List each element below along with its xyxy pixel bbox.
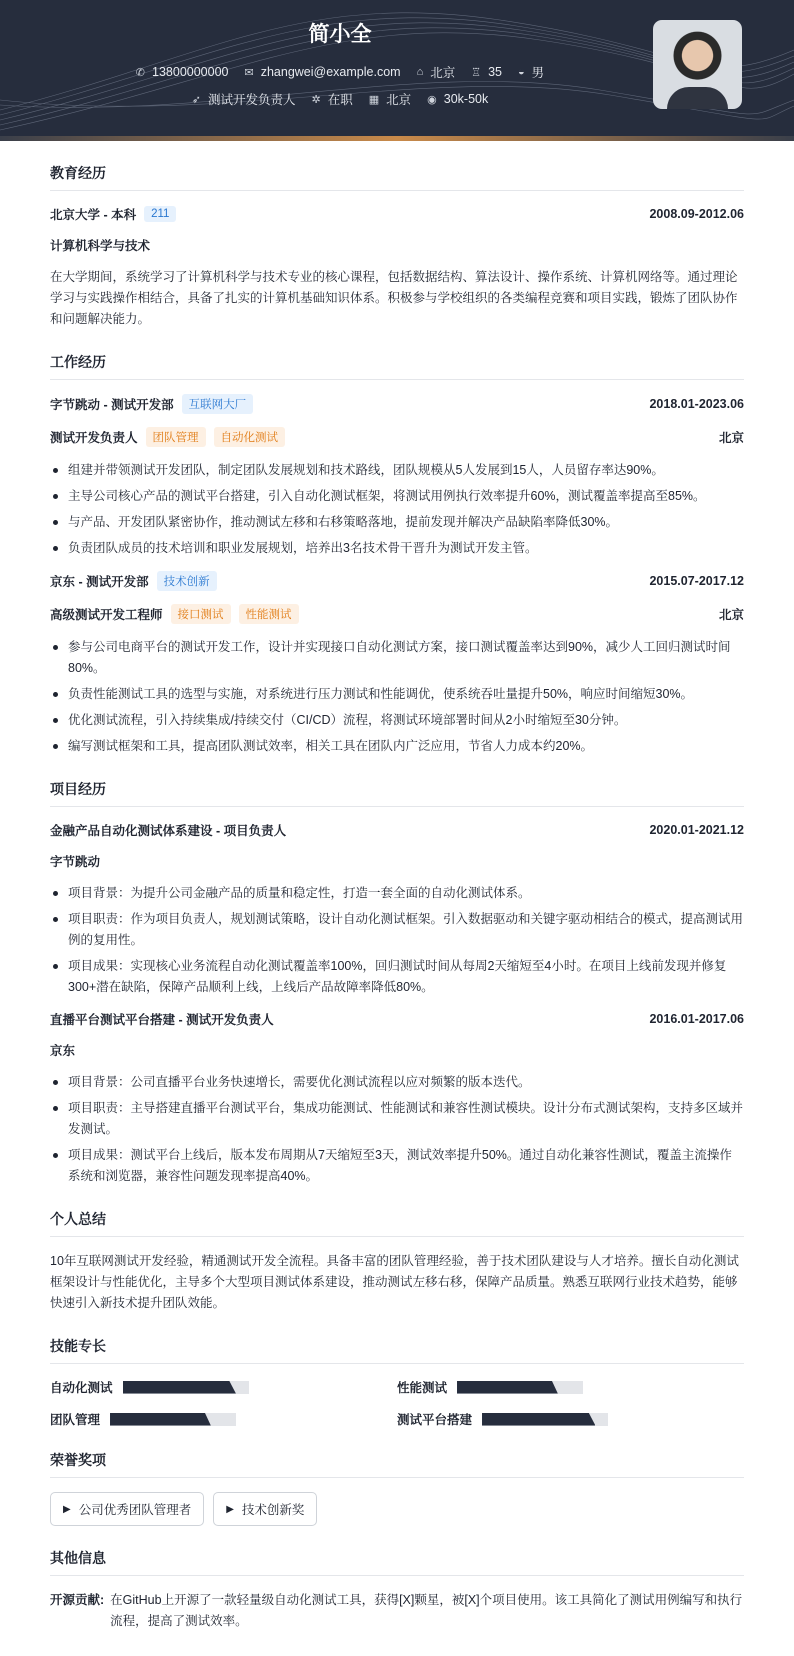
skill-bar [482, 1413, 608, 1426]
award-name: 技术创新奖 [241, 1503, 305, 1517]
skill-bar [123, 1381, 249, 1394]
project-title: 直播平台测试平台搭建 - 测试开发负责人 [50, 1013, 274, 1027]
other-text: 在GitHub上开源了一款轻量级自动化测试工具，获得[X]颗星，被[X]个项目使用。该工具简化了测试用例编写和执行流程，提高了测试效率。 [110, 1593, 743, 1628]
work-entry [50, 394, 744, 559]
status: 在职 [327, 93, 353, 107]
status-icon: ✲ [311, 93, 321, 106]
list-item: 项目职责：作为项目负责人，规划测试策略，设计自动化测试框架。引入数据驱动和关键字驱动相结合的模式，提高测试用例的复用性。 [50, 909, 744, 951]
work-date: 2015.07-2017.12 [649, 574, 744, 588]
cake-icon: ♖ [471, 66, 482, 79]
mail-icon: ✉ [244, 66, 254, 79]
skill-bar-fill [482, 1413, 595, 1426]
section-title-education: 教育经历 [50, 163, 744, 191]
building-icon: ▦ [368, 93, 380, 106]
award-item [50, 1492, 204, 1526]
candidate-name: 简小全 [308, 23, 372, 46]
work-date: 2018.01-2023.06 [649, 397, 744, 411]
list-item: 编写测试框架和工具，提高团队测试效率，相关工具在团队内广泛应用，节省人力成本约20%。 [50, 736, 744, 757]
project-entry [50, 1010, 744, 1187]
list-item: 项目成果：测试平台上线后，版本发布周期从7天缩短至3天，测试效率提升50%。通过自动化兼容性测试，覆盖主流操作系统和浏览器，兼容性问题发现率提高40%。 [50, 1145, 744, 1187]
avatar [653, 20, 742, 109]
work-city: 北京 [718, 608, 744, 622]
company: 字节跳动 - 测试开发部 [50, 398, 174, 412]
skill-item [50, 1410, 397, 1428]
role-tag: 接口测试 [171, 604, 231, 624]
role: 测试开发负责人 [50, 431, 138, 445]
section-title-summary: 个人总结 [50, 1209, 744, 1237]
section-title-skills: 技能专长 [50, 1336, 744, 1364]
award-name: 公司优秀团队管理者 [78, 1503, 192, 1517]
salary: 30k-50k [443, 92, 489, 106]
school-tag: 211 [144, 206, 176, 222]
skill-bar-fill [110, 1413, 211, 1426]
accent-bar [0, 136, 794, 141]
skill-bar-fill [457, 1381, 558, 1394]
work-entry [50, 571, 744, 757]
skill-name: 性能测试 [397, 1381, 448, 1395]
other-info [50, 1590, 744, 1632]
work-city: 北京 [718, 431, 744, 445]
project-entry [50, 821, 744, 998]
section-title-other: 其他信息 [50, 1548, 744, 1576]
skill-name: 测试平台搭建 [397, 1413, 473, 1427]
company: 京东 - 测试开发部 [50, 575, 149, 589]
edu-description: 在大学期间，系统学习了计算机科学与技术专业的核心课程，包括数据结构、算法设计、操作系统、计算机网络等。通过理论学习与实践操作相结合，具备了扎实的计算机基础知识体系。积极参与学校组织的各类编程竞赛和项目实践，锻炼了团队协作和问题解决能力。 [50, 270, 738, 326]
award-item [213, 1492, 317, 1526]
send-icon: ➶ [191, 93, 201, 106]
role-tag: 性能测试 [239, 604, 299, 624]
list-item: 负责性能测试工具的选型与实施，对系统进行压力测试和性能调优，使系统吞吐量提升50%，响应时间缩短30%。 [50, 684, 744, 705]
school: 北京大学 - 本科 [50, 208, 137, 222]
major: 计算机科学与技术 [50, 239, 151, 253]
skill-bar [457, 1381, 583, 1394]
project-date: 2020.01-2021.12 [649, 823, 744, 837]
list-item: 负责团队成员的技术培训和职业发展规划，培养出3名技术骨干晋升为测试开发主管。 [50, 538, 744, 559]
summary-text: 10年互联网测试开发经验，精通测试开发全流程。具备丰富的团队管理经验，善于技术团队建设与人才培养。擅长自动化测试框架设计与性能优化，主导多个大型项目测试体系建设，推动测试左移右移，保障产品质量。熟悉互联网行业技术趋势，能够快速引入新技术提升团队效能。 [50, 1254, 739, 1310]
edu-date: 2008.09-2012.06 [649, 207, 744, 221]
email: zhangwei@example.com [260, 65, 401, 79]
city: 北京 [386, 93, 412, 107]
section-title-awards: 荣誉奖项 [50, 1450, 744, 1478]
age: 35 [488, 65, 503, 79]
skill-item [397, 1378, 744, 1396]
gender-icon: ◒ [518, 66, 525, 78]
salary-icon: ◉ [427, 93, 437, 106]
skill-bar [110, 1413, 236, 1426]
phone: 13800000000 [152, 65, 229, 79]
list-item: 主导公司核心产品的测试平台搭建，引入自动化测试框架，将测试用例执行效率提升60%，测试覆盖率提高至85%。 [50, 486, 744, 507]
project-date: 2016.01-2017.06 [649, 1012, 744, 1026]
list-item: 优化测试流程，引入持续集成/持续交付（CI/CD）流程，将测试环境部署时间从2小时缩短至30分钟。 [50, 710, 744, 731]
list-item: 项目背景：为提升公司金融产品的质量和稳定性，打造一套全面的自动化测试体系。 [50, 883, 744, 904]
other-label: 开源贡献: [50, 1593, 105, 1607]
role: 高级测试开发工程师 [50, 608, 163, 622]
role-tag: 团队管理 [146, 427, 206, 447]
triangle-icon: ▶ [63, 1503, 71, 1515]
list-item: 项目成果：实现核心业务流程自动化测试覆盖率100%，回归测试时间从每周2天缩短至4小时。在项目上线前发现并修复300+潜在缺陷，保障产品顺利上线，上线后产品故障率降低80%。 [50, 956, 744, 998]
position: 测试开发负责人 [207, 93, 296, 107]
list-item: 与产品、开发团队紧密协作，推动测试左移和右移策略落地，提前发现并解决产品缺陷率降低30%。 [50, 512, 744, 533]
list-item: 组建并带领测试开发团队，制定团队发展规划和技术路线，团队规模从5人发展到15人，人员留存率达90%。 [50, 460, 744, 481]
list-item: 项目职责：主导搭建直播平台测试平台，集成功能测试、性能测试和兼容性测试模块。设计分布式测试架构，支持多区域并发测试。 [50, 1098, 744, 1140]
skill-bar-fill [123, 1381, 236, 1394]
skill-name: 自动化测试 [50, 1381, 113, 1395]
triangle-icon: ▶ [226, 1503, 234, 1515]
resume-header [0, 0, 794, 141]
role-tag: 自动化测试 [214, 427, 286, 447]
skill-item [50, 1378, 397, 1396]
company-tag: 技术创新 [157, 571, 217, 591]
gender: 男 [531, 66, 545, 80]
section-title-projects: 项目经历 [50, 779, 744, 807]
skill-name: 团队管理 [50, 1413, 101, 1427]
section-title-work: 工作经历 [50, 352, 744, 380]
home-icon: ⌂ [416, 66, 424, 78]
hometown: 北京 [430, 66, 456, 80]
company-tag: 互联网大厂 [182, 394, 254, 414]
list-item: 参与公司电商平台的测试开发工作，设计并实现接口自动化测试方案，接口测试覆盖率达到90%，减少人工回归测试时间80%。 [50, 637, 744, 679]
list-item: 项目背景：公司直播平台业务快速增长，需要优化测试流程以应对频繁的版本迭代。 [50, 1072, 744, 1093]
project-org: 字节跳动 [50, 855, 101, 869]
project-title: 金融产品自动化测试体系建设 - 项目负责人 [50, 824, 287, 838]
skill-item [397, 1410, 744, 1428]
phone-icon: ✆ [135, 66, 146, 79]
project-org: 京东 [50, 1044, 76, 1058]
